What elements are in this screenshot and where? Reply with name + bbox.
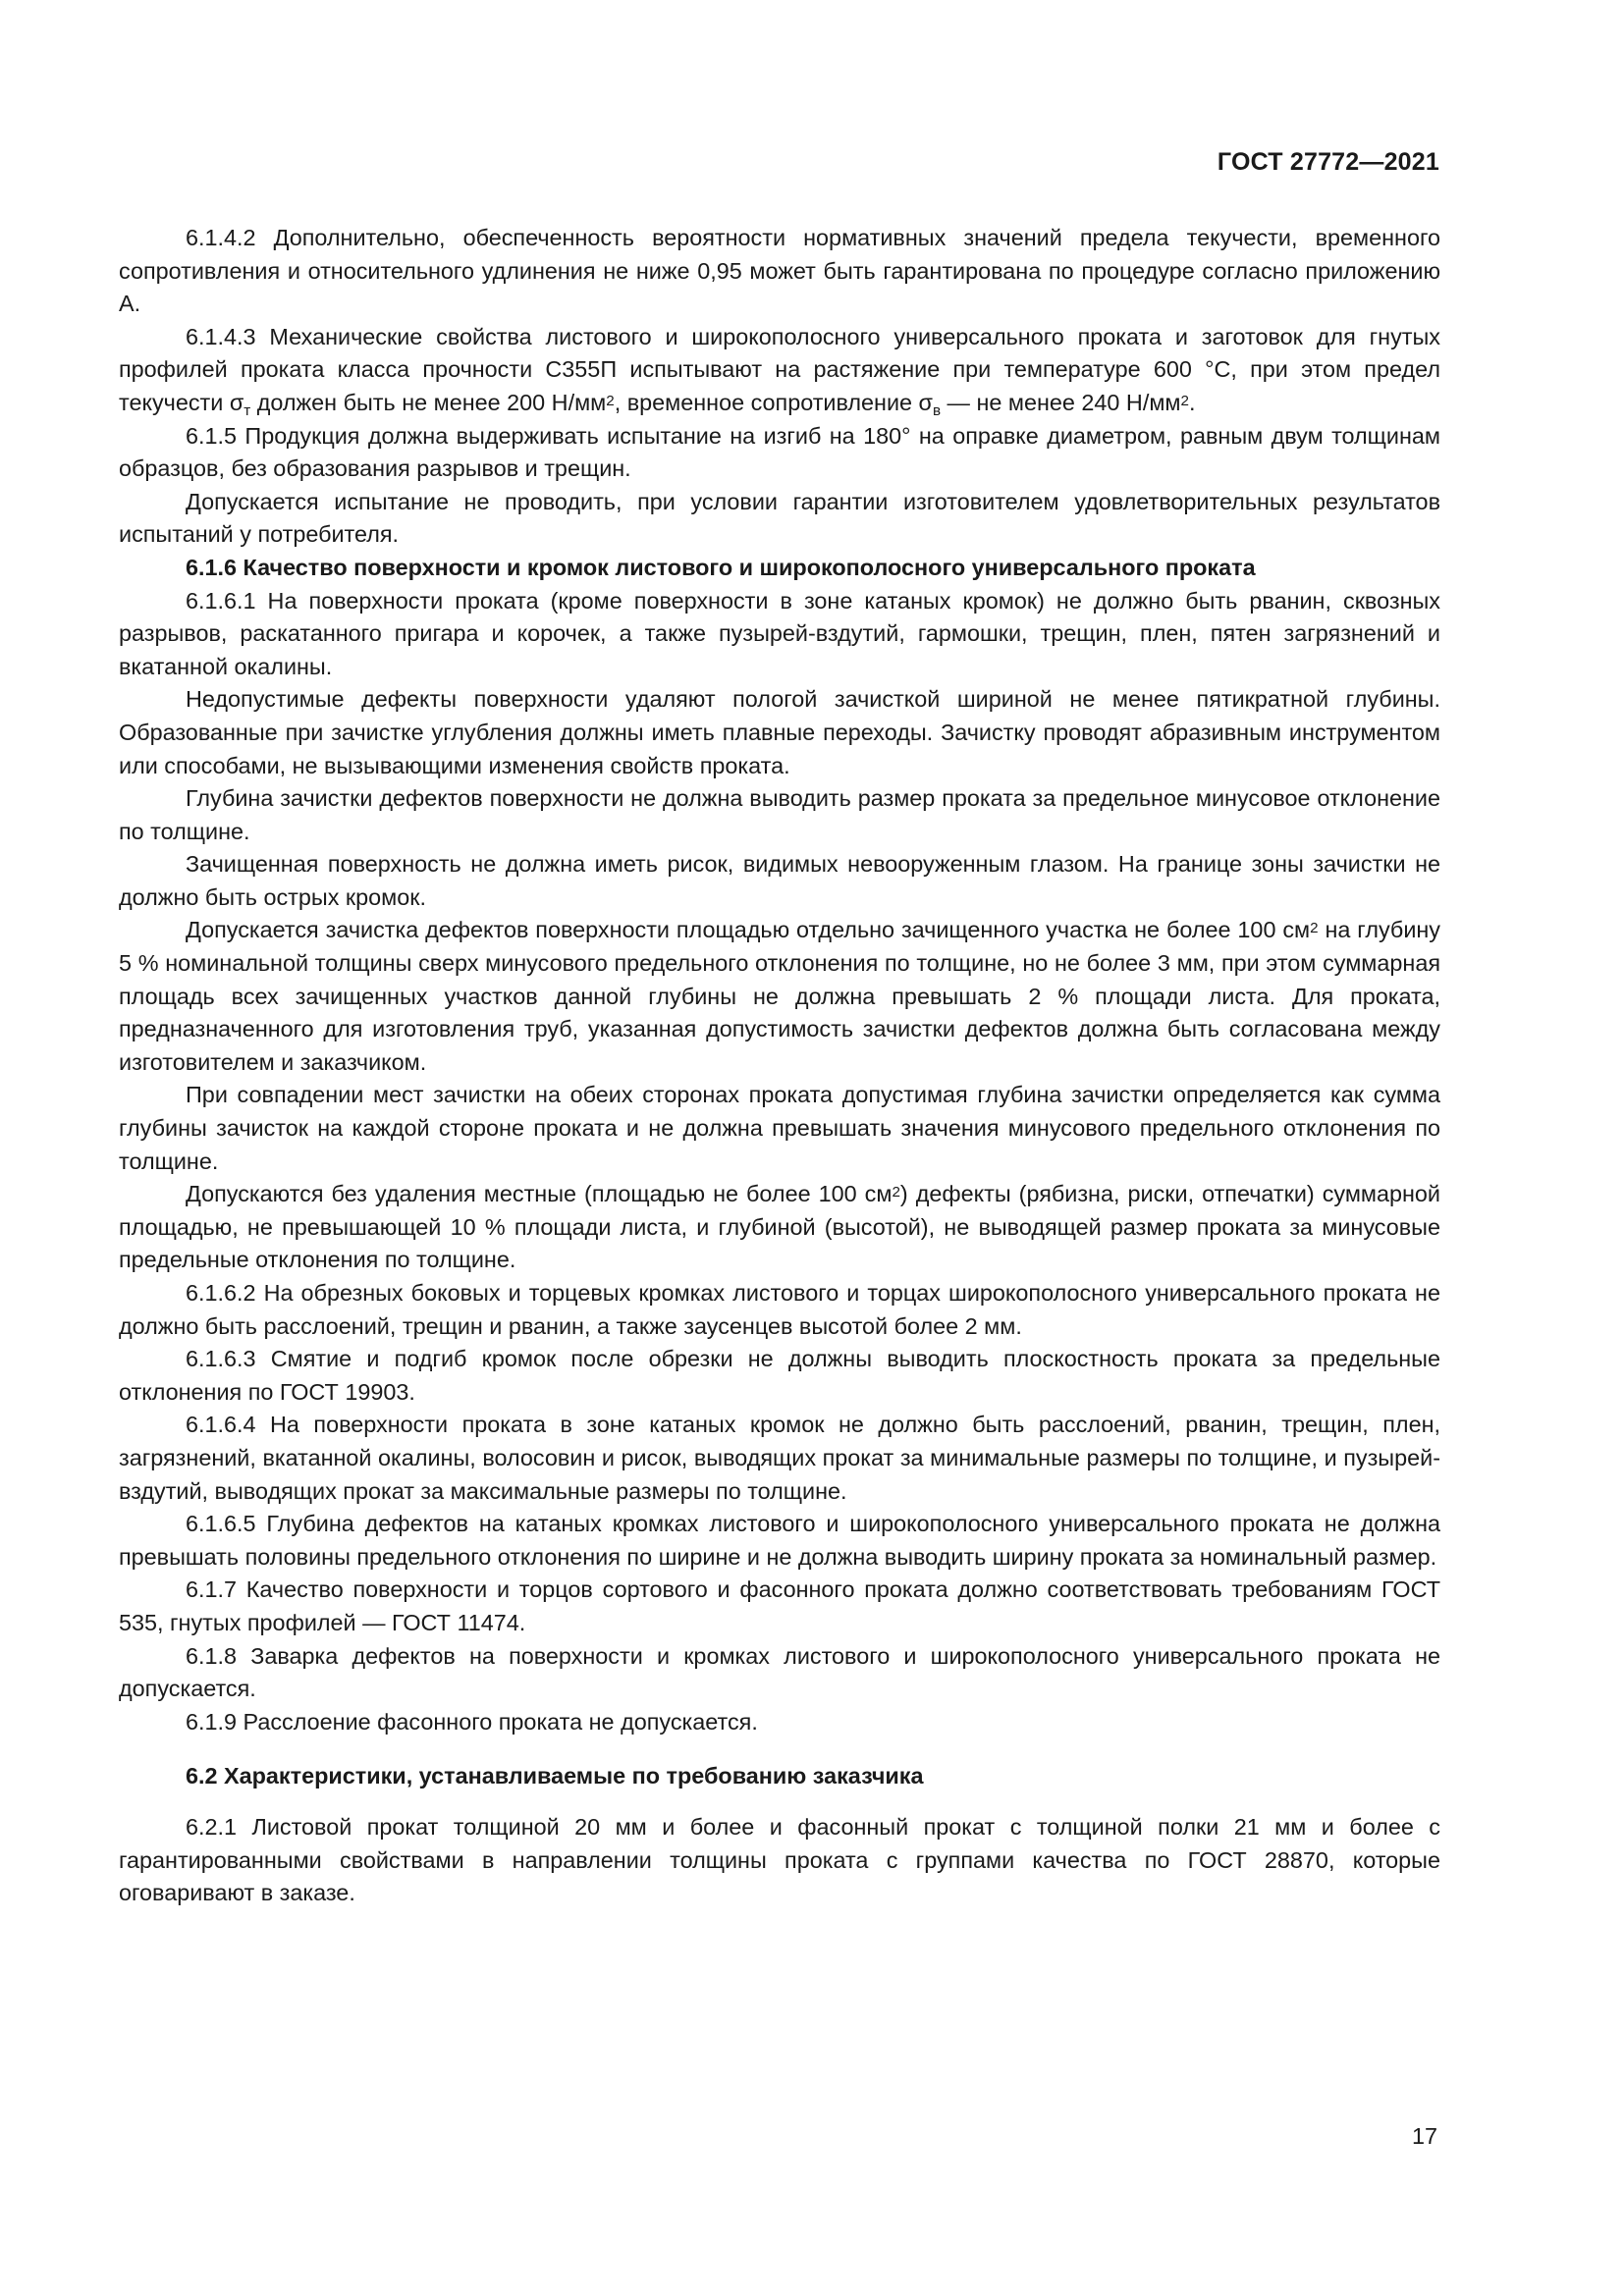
paragraph-cleaning-allowance [119,914,1440,1079]
paragraph-local-defects [119,1178,1440,1277]
paragraph-test-exemption: Допускается испытание не проводить, при условии гарантии изготовителем удовлетворительных результатов испытаний у потребителя. [119,488,1440,548]
subscript: т [244,401,251,419]
superscript: 2 [1180,392,1189,409]
superscript: 2 [892,1183,900,1201]
paragraph-both-sides: При совпадении мест зачистки на обеих сторонах проката допустимая глубина зачистки определяется как сумма глубины зачисток на каждой стороне проката и не должна превышать значения минусового предельного отклонения по толщине. [119,1082,1440,1174]
section-heading-6-2: 6.2 Характеристики, устанавливаемые по требованию заказчика [186,1763,924,1789]
paragraph-text: ) дефекты (рябизна, риски, отпечатки) суммарной площадью, не превышающей 10 % площади листа, и глубиной (высотой), не выводящей размер проката за минусовые предельные отклонения по толщине. [119,1181,1440,1273]
paragraph-text: 600 °C, при этом предел текучести σ [119,356,1441,415]
paragraph-6-1-6-4: 6.1.6.4 На поверхности проката в зоне катаных кромок не должно быть расслоений, рванин, трещин, плен, загрязнений, вкатанной окалины, волосовин и рисок, выводящих прокат за минимальные размеры по толщине, и пузырей-вздутий, выводящих прокат за максимальные размеры по толщине. [119,1412,1440,1504]
paragraph-6-1-6-2: 6.1.6.2 На обрезных боковых и торцевых кромках листового и торцах широкополосного универсального проката не должно быть расслоений, трещин и рванин, а также заусенцев высотой более 2 мм. [119,1280,1440,1339]
superscript: 2 [606,392,615,409]
paragraph-6-1-5: 6.1.5 Продукция должна выдерживать испытание на изгиб на 180° на оправке диаметром, равным двум толщинам образцов, без образования разрывов и трещин. [119,422,1440,482]
paragraph-text: Допускаются без удаления местные (площадью не более 100 см [186,1181,893,1207]
paragraph-6-2-1: 6.2.1 Листовой прокат толщиной 20 мм и более и фасонный прокат с толщиной полки 21 мм и более с гарантированными свойствами в направлении толщины проката с группами качества по ГОСТ 28870, которые оговаривают в заказе. [119,1813,1440,1906]
paragraph-6-1-6-5: 6.1.6.5 Глубина дефектов на катаных кромках листового и широкополосного универсального проката не должна превышать половины предельного отклонения по ширине и не должна выводить ширину проката за номинальный размер. [119,1511,1440,1570]
paragraph-text: 6.1.4.3 Механические свойства листового и широкополосного универсального проката и заготовок для гнутых профилей проката класса прочности С355П испытывают на растяжение при температуре [119,323,1440,383]
subscript: в [932,401,942,419]
paragraph-text: на глубину 5 % номинальной толщины сверх минусового предельного отклонения по толщине, но не более 3 мм, при этом суммарная площадь всех зачищенных участков данной глубины не должна превышать 2 % площади листа. Для проката, предназначенного для изготовления труб, указанная допустимость зачистки дефектов должна быть согласована между изготовителем и заказчиком. [119,917,1441,1075]
paragraph-text: . [1188,389,1196,415]
paragraph-6-1-7: 6.1.7 Качество поверхности и торцов сортового и фасонного проката должно соответствовать требованиям ГОСТ 535, гнутых профилей — ГОСТ 11474. [119,1576,1440,1635]
page-number: 17 [1411,2123,1437,2149]
document-body [119,222,1440,1910]
paragraph-text: — не менее 240 Н/мм [941,389,1181,415]
paragraph-cleaned-surface: Зачищенная поверхность не должна иметь рисок, видимых невооруженным глазом. На границе зоны зачистки не должно быть острых кромок. [119,851,1440,910]
superscript: 2 [1310,920,1319,937]
paragraph-text: , временное сопротивление σ [614,389,933,415]
paragraph-6-1-8: 6.1.8 Заварка дефектов на поверхности и кромках листового и широкополосного универсального проката не допускается. [119,1642,1440,1702]
paragraph-text: 100 см [1237,917,1311,943]
paragraph-text: Допускается зачистка дефектов поверхности площадью отдельно зачищенного участка не более [186,917,1231,943]
paragraph-6-1-4-3 [119,321,1440,420]
paragraph-6-1-4-2: 6.1.4.2 Дополнительно, обеспеченность вероятности нормативных значений предела текучести, временного сопротивления и относительного удлинения не ниже 0,95 может быть гарантирована по процедуре согласно приложению А. [119,225,1440,317]
section-heading-6-1-6: 6.1.6 Качество поверхности и кромок листового и широкополосного универсального проката [186,554,1256,580]
paragraph-6-1-9: 6.1.9 Расслоение фасонного проката не допускается. [186,1708,758,1735]
paragraph-text: должен быть не менее 200 Н/мм [250,389,607,415]
document-id-header: ГОСТ 27772—2021 [1217,148,1439,176]
paragraph-defect-removal: Недопустимые дефекты поверхности удаляют пологой зачисткой шириной не менее пятикратной глубины. Образованные при зачистке углубления должны иметь плавные переходы. Зачистку проводят абразивным инструментом или способами, не вызывающими изменения свойств проката. [119,686,1440,778]
paragraph-6-1-6-3: 6.1.6.3 Смятие и подгиб кромок после обрезки не должны выводить плоскостность проката за предельные отклонения по ГОСТ 19903. [119,1346,1440,1405]
paragraph-6-1-6-1: 6.1.6.1 На поверхности проката (кроме поверхности в зоне катаных кромок) не должно быть рванин, сквозных разрывов, раскатанного пригара и корочек, а также пузырей-вздутий, гармошки, трещин, плен, пятен загрязнений и вкатанной окалины. [119,587,1440,679]
paragraph-cleaning-depth: Глубина зачистки дефектов поверхности не должна выводить размер проката за предельное минусовое отклонение по толщине. [119,785,1440,844]
